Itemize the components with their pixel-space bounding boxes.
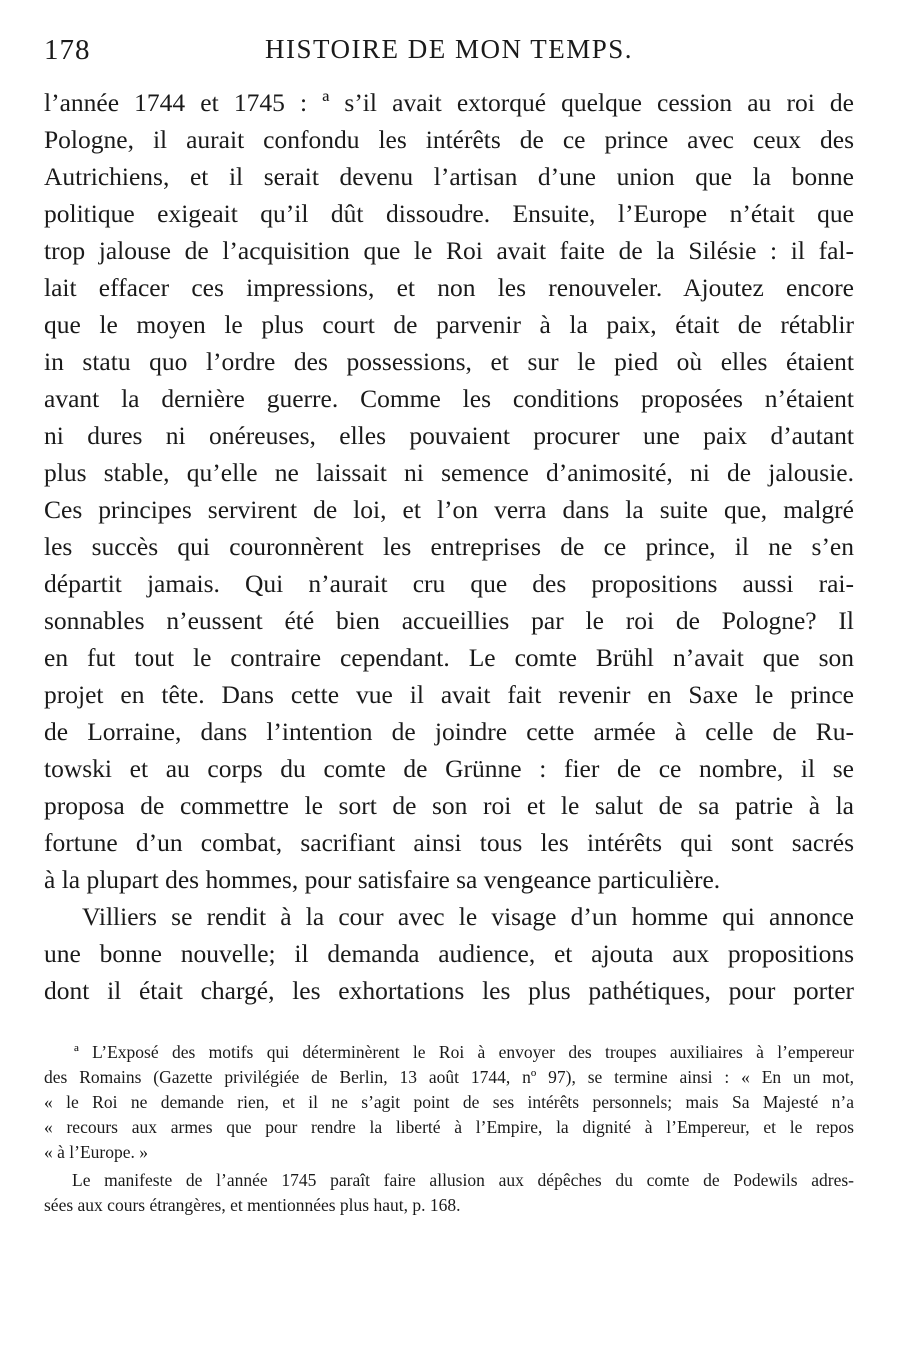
- text-line: que le moyen le plus court de parvenir à la paix, était de rétablir: [44, 310, 854, 339]
- text-line: une bonne nouvelle; il demanda audience, et ajouta aux propositions: [44, 939, 854, 968]
- text-line: fortune d’un combat, sacrifiant ainsi tous les intérêts qui sont sacrés: [44, 828, 854, 857]
- text-line: projet en tête. Dans cette vue il avait fait revenir en Saxe le prince: [44, 680, 854, 709]
- text-line: sonnables n’eussent été bien accueillies par le roi de Pologne? Il: [44, 606, 854, 635]
- footnote-b: [44, 1168, 854, 1218]
- footnote-a: [44, 1040, 854, 1165]
- text-line: Villiers se rendit à la cour avec le visage d’un homme qui annonce: [82, 902, 854, 931]
- footnote-line: sées aux cours étrangères, et mentionnées plus haut, p. 168.: [44, 1195, 461, 1215]
- text-line: politique exigeait qu’il dût dissoudre. Ensuite, l’Europe n’était que: [44, 199, 854, 228]
- footnote-line: Le manifeste de l’année 1745 paraît faire allusion aux dépêches du comte de Podewils adres-: [72, 1170, 854, 1190]
- running-title: HISTOIRE DE MON TEMPS.: [264, 34, 634, 64]
- paragraph-2: [44, 898, 854, 1009]
- text-line: avant la dernière guerre. Comme les conditions proposées n’étaient: [44, 384, 854, 413]
- text-line: départit jamais. Qui n’aurait cru que des propositions aussi rai-: [44, 569, 854, 598]
- text-line: Autrichiens, et il serait devenu l’artisan d’une union que la bonne: [44, 162, 854, 191]
- text-line: les succès qui couronnèrent les entreprises de ce prince, il ne s’en: [44, 532, 854, 561]
- footnote-line: « recours aux armes que pour rendre la liberté à l’Empire, la dignité à l’Empereur, et le repos: [44, 1117, 854, 1137]
- text-line: Pologne, il aurait confondu les intérêts de ce prince avec ceux des: [44, 125, 854, 154]
- page-header: [44, 30, 854, 70]
- text-line: ni dures ni onéreuses, elles pouvaient procurer une paix d’autant: [44, 421, 854, 450]
- footnote-line: « le Roi ne demande rien, et il ne s’agit point de ses intérêts personnels; mais Sa Majesté n’a: [44, 1092, 854, 1112]
- text-line: towski et au corps du comte de Grünne : fier de ce nombre, il se: [44, 754, 854, 783]
- page-number: 178: [44, 34, 91, 66]
- footnote-line: ª L’Exposé des motifs qui déterminèrent le Roi à envoyer des troupes auxiliaires à l’empereur: [74, 1042, 854, 1062]
- text-line: proposa de commettre le sort de son roi et le salut de sa patrie à la: [44, 791, 854, 820]
- text-line: à la plupart des hommes, pour satisfaire sa vengeance particulière.: [44, 865, 721, 894]
- text-line: in statu quo l’ordre des possessions, et sur le pied où elles étaient: [44, 347, 854, 376]
- text-line: de Lorraine, dans l’intention de joindre cette armée à celle de Ru-: [44, 717, 854, 746]
- footnote-line: « à l’Europe. »: [44, 1142, 148, 1162]
- text-line: lait effacer ces impressions, et non les renouveler. Ajoutez encore: [44, 273, 854, 302]
- text-line: Ces principes servirent de loi, et l’on verra dans la suite que, malgré: [44, 495, 854, 524]
- paragraph-1: [44, 84, 854, 898]
- text-line: en fut tout le contraire cependant. Le comte Brühl n’avait que son: [44, 643, 854, 672]
- main-text: [44, 84, 854, 1009]
- footnote-line: des Romains (Gazette privilégiée de Berlin, 13 août 1744, nº 97), se termine ainsi : « En un mot,: [44, 1067, 854, 1087]
- text-line: trop jalouse de l’acquisition que le Roi avait faite de la Silésie : il fal-: [44, 236, 854, 265]
- text-line: dont il était chargé, les exhortations les plus pathétiques, pour porter: [44, 976, 854, 1005]
- text-line: l’année 1744 et 1745 : ª s’il avait extorqué quelque cession au roi de: [44, 88, 854, 117]
- text-line: plus stable, qu’elle ne laissait ni semence d’animosité, ni de jalousie.: [44, 458, 854, 487]
- footnotes: [44, 1040, 854, 1218]
